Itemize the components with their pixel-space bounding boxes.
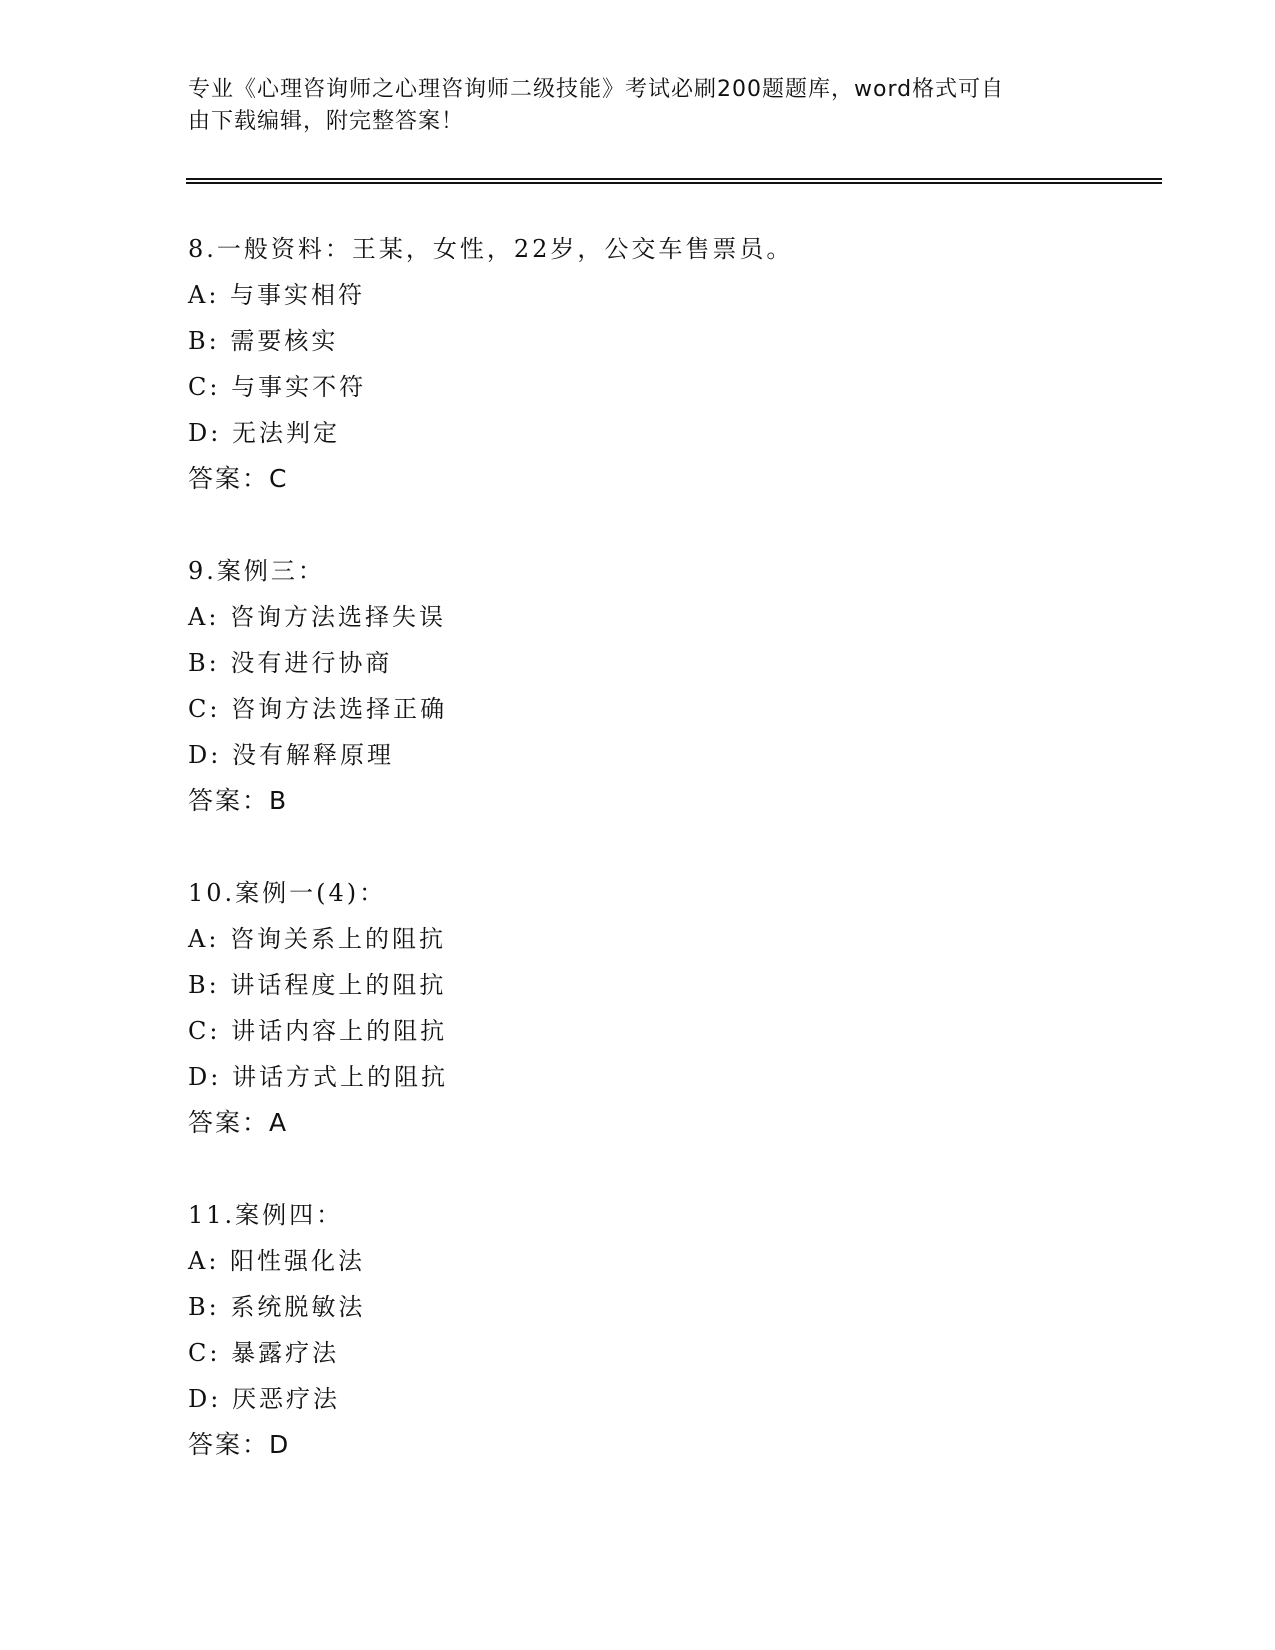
question-stem: 9.案例三： — [188, 557, 325, 585]
answer-label: 答案：B — [188, 786, 289, 815]
option-d: D: 无法判定 — [188, 419, 340, 447]
option-c: C: 讲话内容上的阻抗 — [188, 1017, 448, 1045]
option-a: A: 咨询方法选择失误 — [188, 603, 447, 631]
option-b: B: 没有进行协商 — [188, 649, 393, 677]
question-11 — [188, 1192, 1088, 1514]
option-a: A: 咨询关系上的阻抗 — [188, 925, 447, 953]
header-double-rule — [186, 178, 1162, 184]
answer-label: 答案：D — [188, 1430, 291, 1459]
option-b: B: 系统脱敏法 — [188, 1293, 366, 1321]
question-stem: 10.案例一(4)： — [188, 879, 387, 907]
option-d: D: 厌恶疗法 — [188, 1385, 340, 1413]
option-a: A: 与事实相符 — [188, 281, 366, 309]
option-c: C: 暴露疗法 — [188, 1339, 340, 1367]
option-c: C: 咨询方法选择正确 — [188, 695, 448, 723]
option-a: A: 阳性强化法 — [188, 1247, 366, 1275]
header-line-1: 专业《心理咨询师之心理咨询师二级技能》考试必刷200题题库，word格式可自 — [188, 77, 1005, 102]
header-line-2: 由下载编辑，附完整答案！ — [188, 109, 465, 134]
question-8 — [188, 226, 1088, 548]
question-stem: 11.案例四： — [188, 1201, 344, 1229]
option-d: D: 讲话方式上的阻抗 — [188, 1063, 448, 1091]
document-header — [188, 74, 1068, 138]
question-stem: 8.一般资料：王某，女性，22岁，公交车售票员。 — [188, 235, 794, 263]
answer-label: 答案：A — [188, 1108, 289, 1137]
option-b: B: 需要核实 — [188, 327, 339, 355]
option-d: D: 没有解释原理 — [188, 741, 394, 769]
question-10 — [188, 870, 1088, 1192]
option-b: B: 讲话程度上的阻抗 — [188, 971, 447, 999]
question-9 — [188, 548, 1088, 870]
answer-label: 答案：C — [188, 464, 289, 493]
option-c: C: 与事实不符 — [188, 373, 367, 401]
question-list — [188, 226, 1088, 1514]
